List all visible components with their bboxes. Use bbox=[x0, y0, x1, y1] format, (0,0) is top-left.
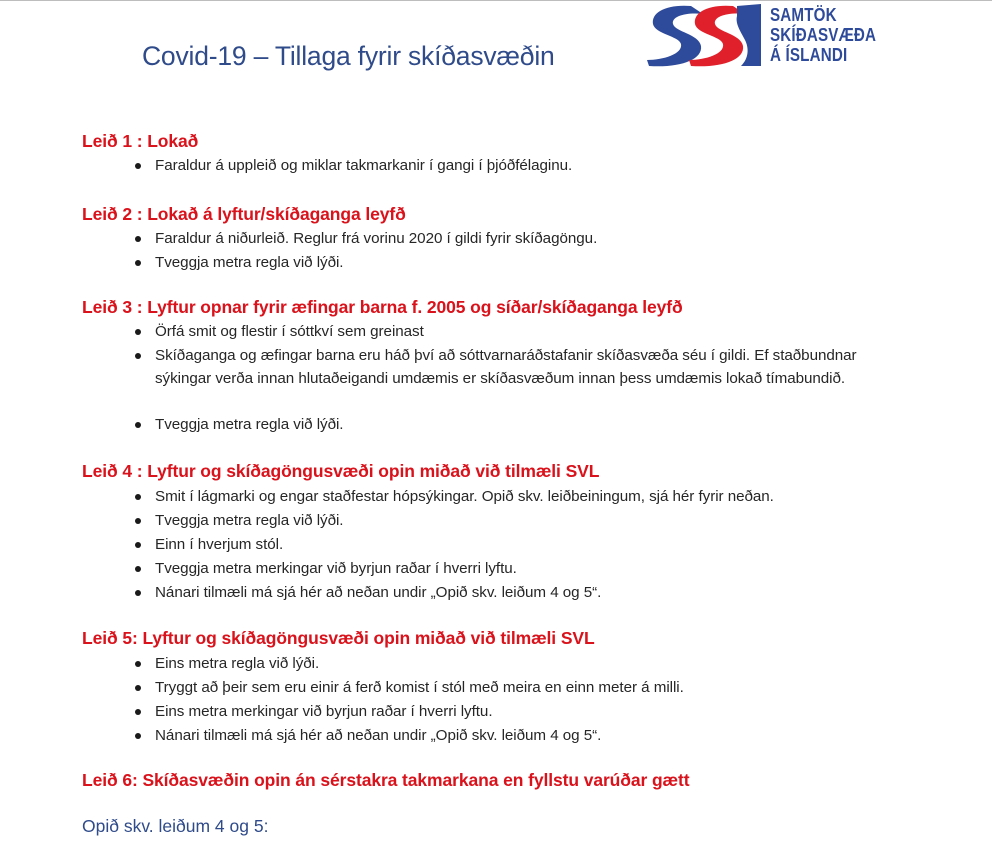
bullet-item: Smit í lágmarki og engar staðfestar hópsýkingar. Opið skv. leiðbeiningum, sjá hér fyrir neðan. bbox=[155, 486, 774, 509]
bullet-item: Skíðaganga og æfingar barna eru háð því að sóttvarnaráðstafanir skíðasvæða séu í gildi. Ef staðbundnar sýkingar verða innan hlutaðeigandi umdæmis er skíðasvæðum innan þess umdæmis lokað tímabundið. bbox=[155, 345, 905, 390]
section-heading-3: Leið 3 : Lyftur opnar fyrir æfingar barna f. 2005 og síðar/skíðaganga leyfð bbox=[82, 297, 683, 317]
bullet-item: Eins metra regla við lýði. bbox=[155, 653, 319, 676]
logo-wordmark bbox=[770, 5, 876, 65]
section-heading-6: Leið 6: Skíðasvæðin opin án sérstakra takmarkana en fyllstu varúðar gætt bbox=[82, 770, 690, 790]
section-heading-1: Leið 1 : Lokað bbox=[82, 131, 199, 151]
bullet-item: Tveggja metra merkingar við byrjun raðar í hverri lyftu. bbox=[155, 558, 517, 581]
logo-line-1: SAMTÖK bbox=[770, 4, 837, 25]
bullet-item: Tveggja metra regla við lýði. bbox=[155, 252, 343, 275]
logo-line-2: SKÍÐASVÆÐA bbox=[770, 24, 877, 45]
bullet-item: Faraldur á uppleið og miklar takmarkanir í gangi í þjóðfélaginu. bbox=[155, 155, 572, 178]
bullet-item: Tryggt að þeir sem eru einir á ferð komist í stól með meira en einn meter á milli. bbox=[155, 677, 684, 700]
bullet-item: Nánari tilmæli má sjá hér að neðan undir „Opið skv. leiðum 4 og 5“. bbox=[155, 725, 601, 748]
section-heading-2: Leið 2 : Lokað á lyftur/skíðaganga leyfð bbox=[82, 204, 406, 224]
document-title: Covid-19 – Tillaga fyrir skíðasvæðin bbox=[142, 41, 555, 71]
subsection-heading: Opið skv. leiðum 4 og 5: bbox=[82, 816, 269, 836]
bullet-item: Eins metra merkingar við byrjun raðar í hverri lyftu. bbox=[155, 701, 493, 724]
section-heading-5: Leið 5: Lyftur og skíðagöngusvæði opin miðað við tilmæli SVL bbox=[82, 628, 595, 648]
bullet-item: Tveggja metra regla við lýði. bbox=[155, 510, 343, 533]
bullet-item: Tveggja metra regla við lýði. bbox=[155, 414, 343, 437]
ssi-logo-mark-icon bbox=[645, 2, 763, 70]
bullet-item: Nánari tilmæli má sjá hér að neðan undir „Opið skv. leiðum 4 og 5“. bbox=[155, 582, 601, 605]
bullet-item: Örfá smit og flestir í sóttkví sem greinast bbox=[155, 321, 424, 344]
ssi-logo bbox=[645, 2, 945, 72]
bullet-item: Einn í hverjum stól. bbox=[155, 534, 283, 557]
logo-line-3: Á ÍSLANDI bbox=[770, 44, 848, 65]
bullet-item: Faraldur á niðurleið. Reglur frá vorinu 2020 í gildi fyrir skíðagöngu. bbox=[155, 228, 597, 251]
section-heading-4: Leið 4 : Lyftur og skíðagöngusvæði opin miðað við tilmæli SVL bbox=[82, 461, 600, 481]
page-top-border bbox=[0, 0, 992, 1]
